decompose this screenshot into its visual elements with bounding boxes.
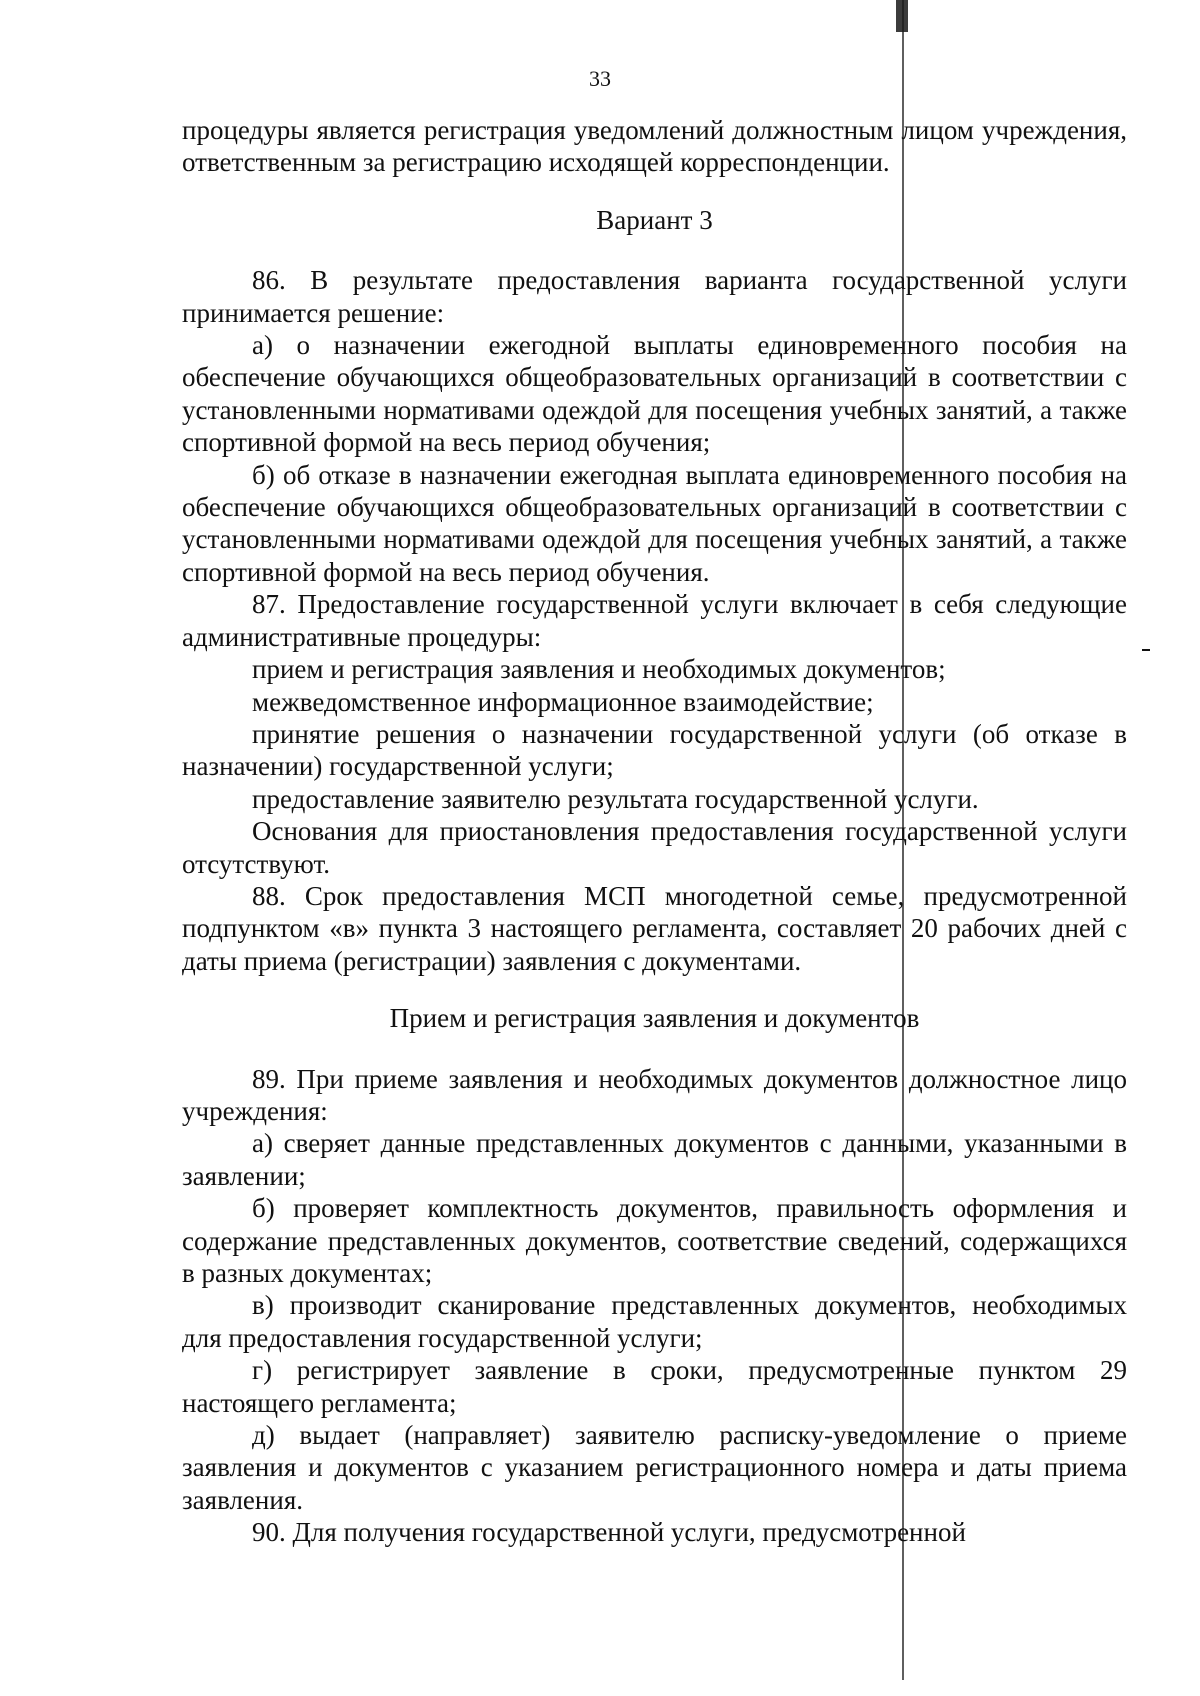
scan-mark xyxy=(896,0,908,32)
paragraph: а) сверяет данные представленных документов с данными, указанными в заявлении; xyxy=(182,1128,1127,1191)
paragraph: 90. Для получения государственной услуги, предусмотренной xyxy=(252,1517,966,1548)
paragraph: г) регистрирует заявление в сроки, предусмотренные пунктом 29 настоящего регламента; xyxy=(182,1355,1127,1418)
paragraph: Основания для приостановления предоставления государственной услуги отсутствуют. xyxy=(182,816,1127,879)
section-heading: Прием и регистрация заявления и документов xyxy=(389,1003,920,1034)
margin-dash-mark xyxy=(1142,649,1150,651)
paragraph: д) выдает (направляет) заявителю расписку-уведомление о приеме заявления и документов с указанием регистрационного номера и даты приема заявления. xyxy=(182,1420,1127,1515)
paragraph: 88. Срок предоставления МСП многодетной семье, предусмотренной подпунктом «в» пункта 3 настоящего регламента, составляет 20 рабочих дней с даты приема (регистрации) заявления с документами. xyxy=(182,880,1127,976)
paragraph: процедуры является регистрация уведомлений должностным лицом учреждения, ответственным за регистрацию исходящей корреспонденции. xyxy=(182,115,1127,178)
paragraph: в) производит сканирование представленных документов, необходимых для предоставления государственной услуги; xyxy=(182,1290,1127,1353)
paragraph: 87. Предоставление государственной услуги включает в себя следующие административные процедуры: xyxy=(182,589,1127,652)
section-heading: Вариант 3 xyxy=(596,204,713,235)
paragraph: 86. В результате предоставления варианта государственной услуги принимается решение: xyxy=(182,265,1127,328)
paragraph: б) об отказе в назначении ежегодная выплата единовременного пособия на обеспечение обучающихся общеобразовательных организаций в соответствии с установленными нормативами одеждой для посещения учебных занятий, а также спортивной формой на весь период обучения. xyxy=(182,459,1127,587)
document-body xyxy=(182,114,1127,1549)
paragraph: 89. При приеме заявления и необходимых документов должностное лицо учреждения: xyxy=(182,1063,1127,1126)
paragraph: принятие решения о назначении государственной услуги (об отказе в назначении) государственной услуги; xyxy=(182,718,1127,782)
paragraph: межведомственное информационное взаимодействие; xyxy=(252,686,874,717)
page-number: 33 xyxy=(589,66,611,91)
paragraph: прием и регистрация заявления и необходимых документов; xyxy=(252,654,946,685)
paragraph: а) о назначении ежегодной выплаты единовременного пособия на обеспечение обучающихся общеобразовательных организаций в соответствии с установленными нормативами одеждой для посещения учебных занятий, а также спортивной формой на весь период обучения; xyxy=(182,330,1127,458)
paragraph: предоставление заявителю результата государственной услуги. xyxy=(252,783,979,814)
paragraph: б) проверяет комплектность документов, правильность оформления и содержание представленных документов, соответствие сведений, содержащихся в разных документах; xyxy=(182,1193,1127,1288)
